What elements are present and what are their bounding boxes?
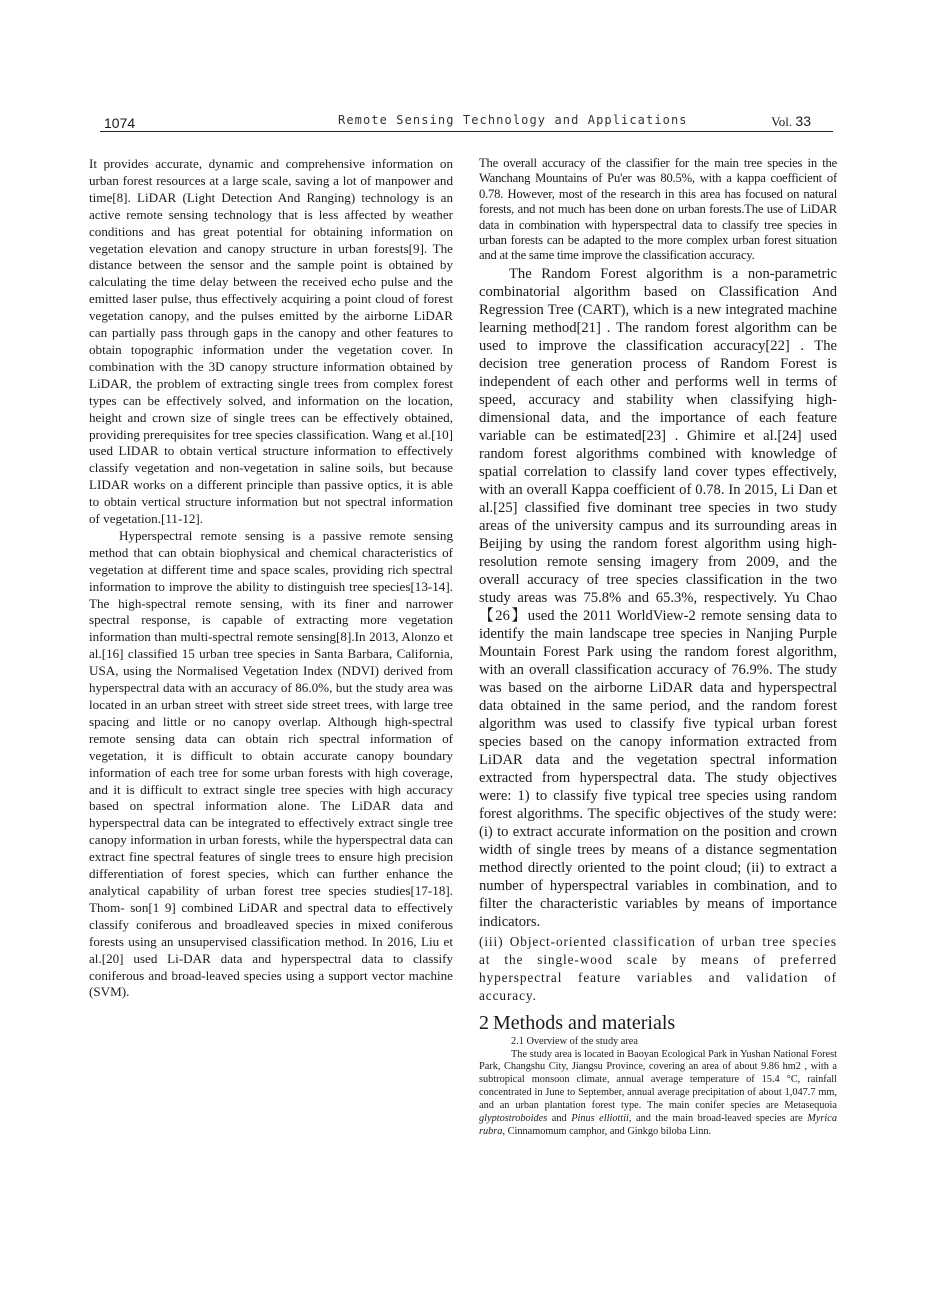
study-area-text-1: The study area is located in Baoyan Ecological Park in Yushan National Forest Park, Changshu City, Jiangsu Province, covering an area of about 9.86 hm2 , with a subtropical monsoon climate, annual average temperature of 15.4 °C, rainfall concentrated in June to September, annual average precipitation of about 1,047.7 mm, and an urban plantation forest type. The main conifer species are Metasequoia — [479, 1048, 837, 1112]
section-heading — [479, 1010, 837, 1036]
study-area-text-2: , Cinnamomum camphor, and Ginkgo biloba Linn. — [502, 1126, 712, 1137]
left-column — [89, 156, 453, 1001]
species-metasequoia: glyptostroboides — [479, 1113, 548, 1125]
section-title: Methods and materials — [493, 1011, 676, 1034]
left-paragraph-2-text: Hyperspectral remote sensing is a passive remote sensing method that can obtain biophysical and chemical characteristics of vegetation at different time and space scales, providing rich spectral information to improve the ability to distinguish tree species[13-14]. The high-spectral remote sensing, with its finer and narrower spectral response, is capable of extracting more vegetation information than multi-spectral remote sensing[8].In 2013, Alonzo et al.[16] classified 15 urban tree species in Santa Barbara, California, USA, using the Normalised Vegetation Index (NDVI) derived from hyperspectral data with an accuracy of 86.0%, but the study area was located in an urban street with street side street trees, with large tree spacing and little or no canopy overlap. Although high-spectral remote sensing data can obtain rich spectral information of vegetation, it is difficult to obtain accurate canopy boundary information of each tree for some urban forests with high coverage, and it is difficult to extract single tree species with high accuracy based on spectral information alone. The LiDAR data and hyperspectral data can be integrated to effectively extract single tree canopy information in urban forests, while the hyperspectral data can extract fine spectral features of single trees to ensure high precision differentiation of forest species, which can further enhance the analytical capability of urban forest tree species studies[17-18]. Thom- son[1 9] combined LiDAR and spectral data to effectively classify coniferous and broadleaved species in mixed coniferous forests using an unsupervised classification method. In 2016, Liu et al.[20] used Li-DAR data and hyperspectral data to classify coniferous and broad-leaved species using a support vector machine (SVM). — [89, 527, 453, 1000]
left-paragraph-1: It provides accurate, dynamic and comprehensive information on urban forest resources at a large scale, saving a lot of manpower and time[8]. LiDAR (Light Detection And Ranging) technology is an active remote sensing technology that is less affected by weather conditions and has great potential for obtaining information on vegetation elevation and canopy structure in urban forests[9]. The distance between the sensor and the sample point is obtained by calculating the time delay between the received echo pulse and the emitted laser pulse, thus effectively acquiring a point cloud of forest vegetation canopy, and the pulses emitted by the airborne LiDAR can partially pass through gaps in the canopy and other features to obtain topographic information under the vegetation cover. In combination with the 3D canopy structure information obtained by LiDAR, the problem of extracting single trees from complex forest types can be effectively solved, and information on the location, height and crown size of single trees can be effectively obtained, providing prerequisites for tree species classification. Wang et al.[10] used LIDAR to obtain vertical structure information to effectively classify vegetation and non-vegetation in saline soils, but because LIDAR works on a different principle than passive optics, it is able to obtain vertical structure information but not spectral information of vegetation.[11-12]. — [89, 156, 453, 527]
section-number: 2 — [479, 1011, 489, 1034]
species-pinus: Pinus elliottii — [571, 1113, 629, 1125]
right-paragraph-2-text: The Random Forest algorithm is a non-parametric combinatorial algorithm based on Classification And Regression Tree (CART), which is a new integrated machine learning method[21] . The random forest algorithm can be used to improve the classification accuracy[22] . The decision tree generation process of Random Forest is independent of each other and performs well in terms of speed, accuracy and stability when classifying high-dimensional data, and the importance of each feature variable can be estimated[23] . Ghimire et al.[24] used random forest algorithms combined with knowledge of spatial correlation to classify land cover types effectively, with an overall Kappa coefficient of 0.78. In 2015, Li Dan et al.[25] classified five dominant tree species in two study areas of the university campus and its surrounding areas in Beijing by using the random forest algorithm using high-resolution remote sensing imagery from 2009, and the overall accuracy of tree species classification in the two study areas was 75.8% and 65.3%, respectively. Yu Chao【26】used the 2011 WorldView-2 remote sensing data to identify the main landscape tree species in Nanjing Purple Mountain Forest Park using the random forest algorithm, with an overall classification accuracy of 76.9%. The study was based on the airborne LiDAR data and hyperspectral data obtained in the same period, and the random forest algorithm was used to classify five typical urban forest species based on the canopy information extracted from LiDAR data and the vegetation spectral information extracted from hyperspectral data. The study objectives were: 1) to classify five typical tree species using random forest algorithms. The specific objectives of the study were: (i) to extract accurate information on the position and crown width of single trees by means of a distance segmentation method directly oriented to the point cloud; (ii) to extract a number of hyperspectral variables in combination, and to filter the characteristic variables by means of importance indicators. — [479, 265, 837, 930]
study-area-paragraph — [479, 1049, 837, 1139]
page-number: 1074 — [104, 115, 136, 131]
volume-label: Vol. — [771, 114, 793, 129]
right-column — [479, 156, 837, 1139]
study-area-and: and — [547, 1113, 572, 1125]
study-area-mid: , and the main broad-leaved species are — [628, 1113, 808, 1125]
subsection-heading: 2.1 Overview of the study area — [511, 1035, 638, 1047]
volume — [771, 113, 811, 130]
volume-number: 33 — [795, 113, 811, 129]
study-area-block — [479, 1036, 837, 1139]
running-header — [100, 113, 833, 132]
species-myrica: Myrica rubra — [479, 1113, 837, 1137]
right-paragraph-3: (iii) Object-oriented classification of urban tree species at the single-wood scale by means of preferred hyperspectral feature variables and validation of accuracy. — [479, 933, 837, 1004]
right-paragraph-1: The overall accuracy of the classifier for the main tree species in the Wanchang Mountains of Pu'er was 80.5%, with a kappa coefficient of 0.78. However, most of the research in this area has focused on natural forests, and not much has been done on urban forests.The use of LiDAR data in combination with hyperspectral data to classify tree species in urban forests can be adapted to the more complex urban forest situation and at the same time improve the classification accuracy. — [479, 156, 837, 263]
journal-title: Remote Sensing Technology and Applications — [338, 113, 688, 127]
left-paragraph-2 — [89, 528, 453, 1001]
right-paragraph-2 — [479, 265, 837, 931]
